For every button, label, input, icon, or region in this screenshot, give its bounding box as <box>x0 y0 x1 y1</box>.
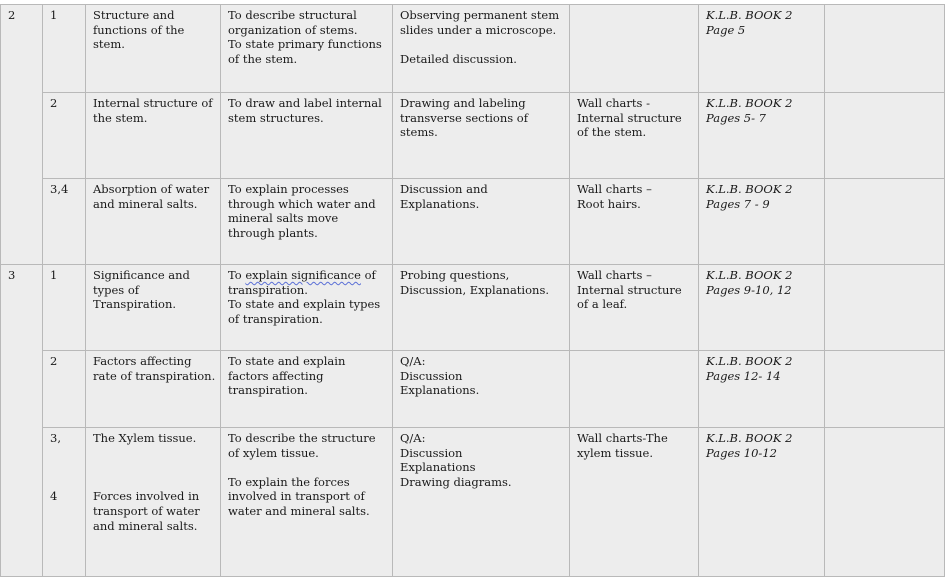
activities-cell: Q/A: Discussion Explanations Drawing diagrams. <box>393 428 570 577</box>
reference-cell: K.L.B. BOOK 2 Page 5 <box>699 5 825 93</box>
lesson-cell: 1 <box>43 5 86 93</box>
reference-cell: K.L.B. BOOK 2 Pages 10-12 <box>699 428 825 577</box>
objectives-cell: To describe the structure of xylem tissue. To explain the forces involved in transport of water and mineral salts. <box>221 428 393 577</box>
activities-cell: Q/A: Discussion Explanations. <box>393 351 570 428</box>
resources-cell <box>570 5 699 93</box>
activities-cell: Drawing and labeling transverse sections of stems. <box>393 93 570 179</box>
scheme-of-work-page <box>0 4 944 576</box>
resources-cell: Wall charts – Root hairs. <box>570 179 699 265</box>
reference-cell: K.L.B. BOOK 2 Pages 12- 14 <box>699 351 825 428</box>
spellcheck-flagged-text[interactable]: explain significance <box>245 268 361 282</box>
week-cell: 2 <box>1 5 43 265</box>
remarks-cell <box>825 265 945 351</box>
topic-cell: Structure and functions of the stem. <box>86 5 221 93</box>
reference-cell: K.L.B. BOOK 2 Pages 9-10, 12 <box>699 265 825 351</box>
objectives-cell: To draw and label internal stem structures. <box>221 93 393 179</box>
objectives-text: of transpiration. To state and explain types of transpiration. <box>228 268 381 326</box>
remarks-cell <box>825 428 945 577</box>
topic-cell: Factors affecting rate of transpiration. <box>86 351 221 428</box>
resources-cell: Wall charts - Internal structure of the stem. <box>570 93 699 179</box>
lesson-cell: 3, 4 <box>43 428 86 577</box>
resources-cell: Wall charts – Internal structure of a leaf. <box>570 265 699 351</box>
reference-cell: K.L.B. BOOK 2 Pages 5- 7 <box>699 93 825 179</box>
remarks-cell <box>825 93 945 179</box>
week-cell: 3 <box>1 265 43 577</box>
topic-cell: Absorption of water and mineral salts. <box>86 179 221 265</box>
lesson-cell: 3,4 <box>43 179 86 265</box>
objectives-cell: To explain processes through which water and mineral salts move through plants. <box>221 179 393 265</box>
topic-cell: Significance and types of Transpiration. <box>86 265 221 351</box>
table-row <box>1 5 945 93</box>
resources-cell <box>570 351 699 428</box>
table-row <box>1 351 945 428</box>
activities-cell: Discussion and Explanations. <box>393 179 570 265</box>
remarks-cell <box>825 351 945 428</box>
activities-cell: Observing permanent stem slides under a microscope. Detailed discussion. <box>393 5 570 93</box>
remarks-cell <box>825 5 945 93</box>
table-row <box>1 428 945 577</box>
scheme-of-work-table <box>0 4 945 577</box>
lesson-cell: 2 <box>43 93 86 179</box>
objectives-cell <box>221 265 393 351</box>
table-row <box>1 179 945 265</box>
remarks-cell <box>825 179 945 265</box>
topic-cell: Internal structure of the stem. <box>86 93 221 179</box>
resources-cell: Wall charts-The xylem tissue. <box>570 428 699 577</box>
objectives-text: To <box>228 268 246 282</box>
objectives-cell: To state and explain factors affecting transpiration. <box>221 351 393 428</box>
objectives-cell: To describe structural organization of stems. To state primary functions of the stem. <box>221 5 393 93</box>
table-row <box>1 265 945 351</box>
lesson-cell: 2 <box>43 351 86 428</box>
table-row <box>1 93 945 179</box>
lesson-cell: 1 <box>43 265 86 351</box>
topic-cell: The Xylem tissue. Forces involved in transport of water and mineral salts. <box>86 428 221 577</box>
activities-cell: Probing questions, Discussion, Explanations. <box>393 265 570 351</box>
reference-cell: K.L.B. BOOK 2 Pages 7 - 9 <box>699 179 825 265</box>
